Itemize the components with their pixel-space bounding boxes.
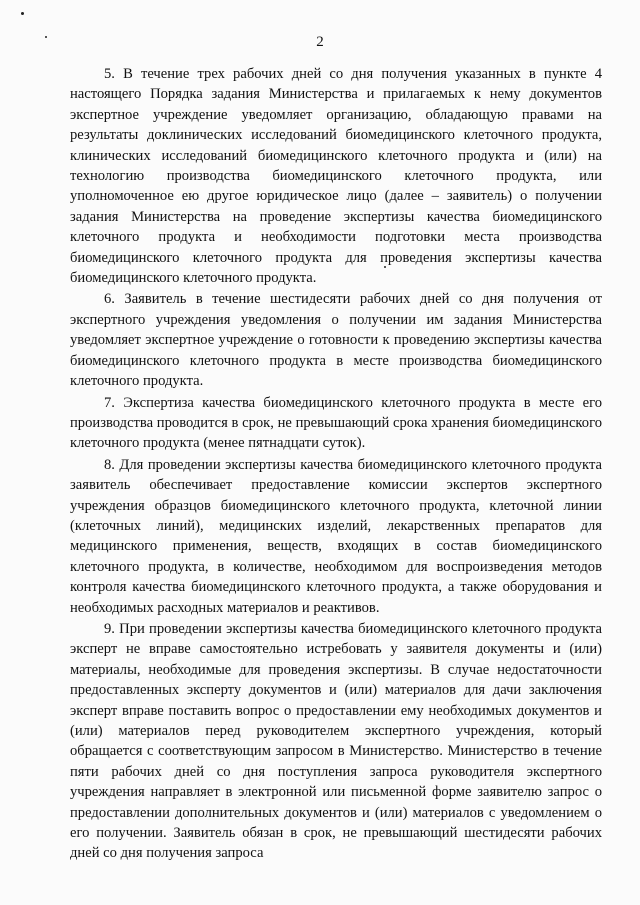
paragraph-8: 8. Для проведении экспертизы качества биомедицинского клеточного продукта заявитель обеспечивает предоставление комиссии экспертов экспертного учреждения образцов биомедицинского клеточного продукта, клеточной линии (клеточных линий), медицинских изделий, лекарственных препаратов для медицинского применения, веществ, входящих в состав биомедицинского клеточного продукта, в количестве, необходимом для воспроизведения методов контроля качества биомедицинского клеточного продукта, а также оборудования и необходимых расходных материалов и реактивов. (70, 456, 602, 616)
scan-speck (21, 12, 24, 15)
paragraph-5: 5. В течение трех рабочих дней со дня получения указанных в пункте 4 настоящего Порядка задания Министерства и прилагаемых к нему документов экспертное учреждение уведомляет организацию, обладающую правами на результаты доклинических исследований биомедицинского клеточного продукта, клинических исследований биомедицинского клеточного продукта и (или) на технологию производства биомедицинского клеточного продукта, или уполномоченное ею другое юридическое лицо (далее – заявитель) о получении задания Министерства на проведение экспертизы качества биомедицинского клеточного продукта и необходимости подготовки места производства биомедицинского клеточного продукта для проведения экспертизы качества биомедицинского клеточного продукта. (70, 66, 602, 287)
paragraph-6: 6. Заявитель в течение шестидесяти рабочих дней со дня получения от экспертного учреждения уведомления о получении им задания Министерства уведомляет экспертное учреждение о готовности к проведению экспертизы качества биомедицинского клеточного продукта в месте производства биомедицинского клеточного продукта. (70, 291, 602, 390)
paragraph-7: 7. Экспертиза качества биомедицинского клеточного продукта в месте его производства проводится в срок, не превышающий срока хранения биомедицинского клеточного продукта (менее пятнадцати суток). (70, 394, 602, 452)
paragraph-9: 9. При проведении экспертизы качества биомедицинского клеточного продукта эксперт не вправе самостоятельно истребовать у заявителя документы и (или) материалы, необходимые для проведения экспертизы. В случае недостаточности предоставленных эксперту документов и (или) материалов для дачи заключения эксперт вправе поставить вопрос о предоставлении ему необходимых документов и (или) материалов перед руководителем экспертного учреждения, который обращается с соответствующим запросом в Министерство. Министерство в течение пяти рабочих дней со дня поступления запроса руководителя экспертного учреждения направляет в электронной или письменной форме заявителю запрос о предоставлении дополнительных документов и (или) материалов с уведомлением о его получении. Заявитель обязан в срок, не превышающий шестидесяти рабочих дней со дня получения запроса (70, 620, 602, 862)
document-body (70, 64, 602, 865)
page-number: 2 (316, 34, 324, 50)
